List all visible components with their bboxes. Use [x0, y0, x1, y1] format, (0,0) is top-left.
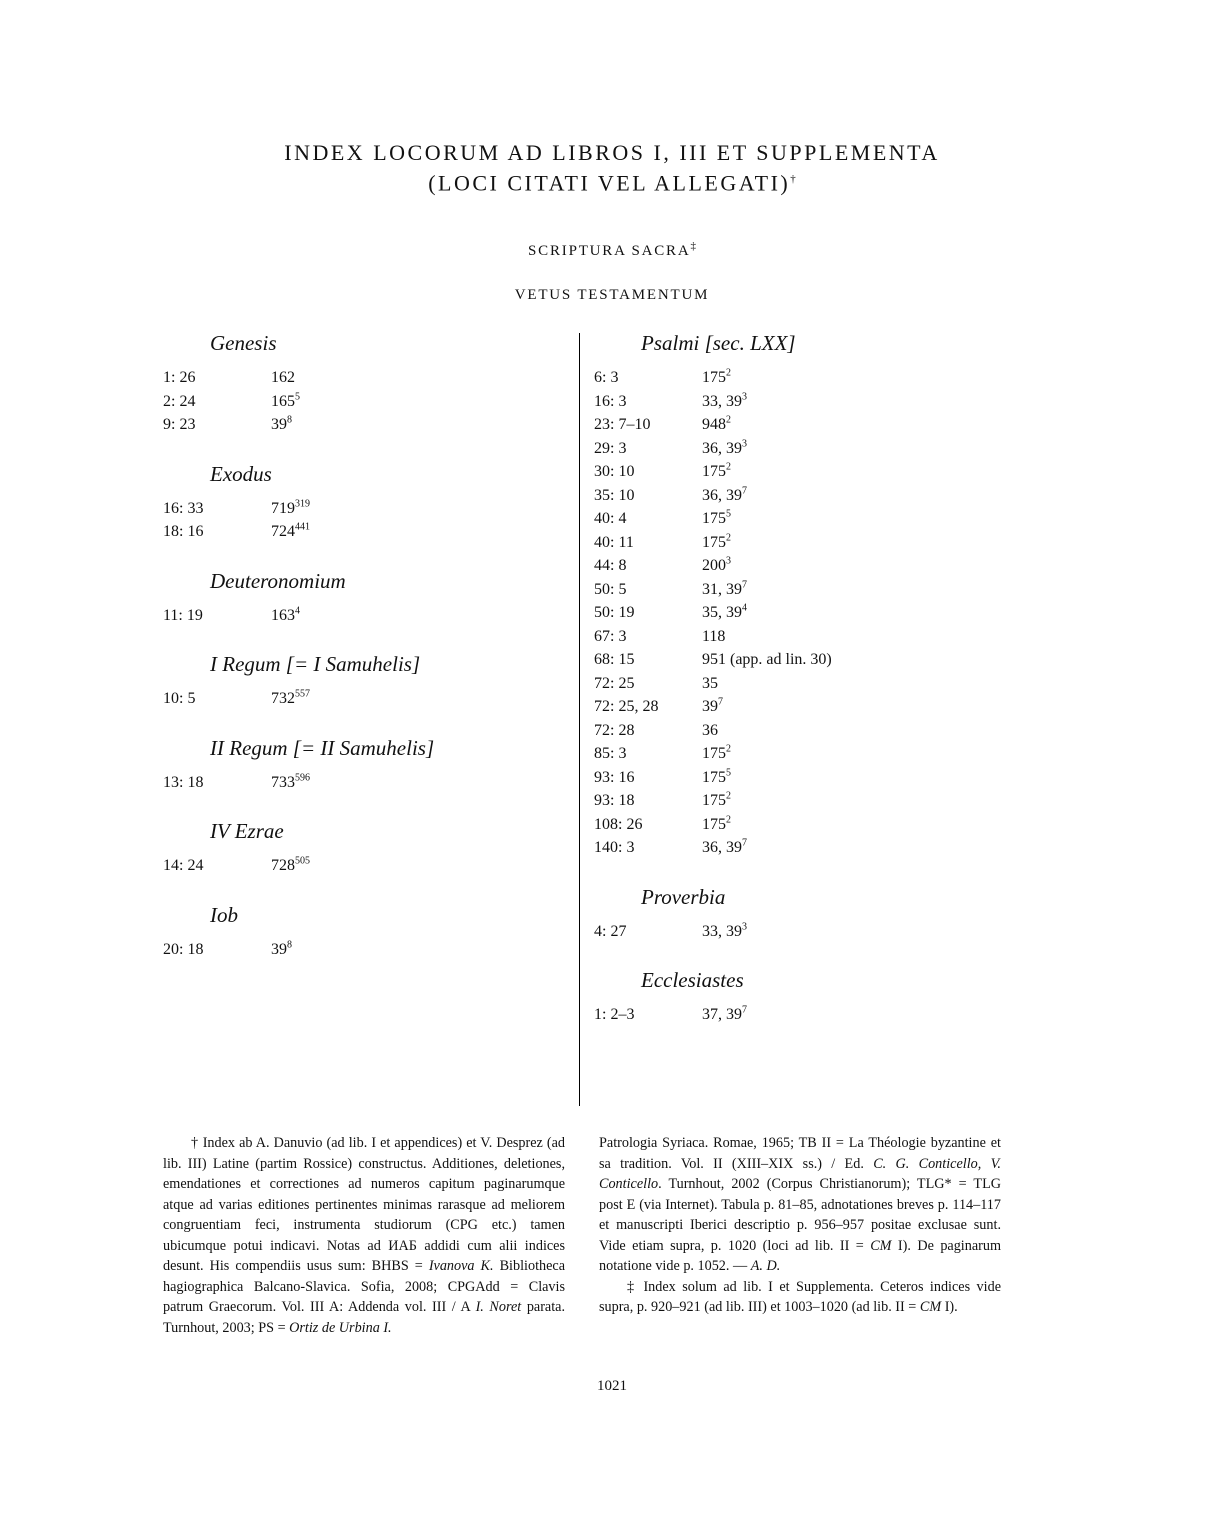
- entry-pages: [702, 719, 718, 743]
- entry-locus: 44: 8: [594, 557, 627, 574]
- book-section: [163, 649, 563, 711]
- entry-pages: [702, 742, 731, 766]
- entry-page-numbers: 33, 39: [702, 922, 742, 940]
- entry-pages: [271, 604, 300, 628]
- entry-note-number: 2: [726, 814, 731, 826]
- entry-page-numbers: 175: [702, 792, 726, 809]
- book-title: Ecclesiastes: [641, 968, 744, 992]
- entry-page-numbers: 35, 39: [702, 604, 742, 621]
- entry-page-numbers: 728: [271, 857, 295, 874]
- entry-locus: 72: 25: [594, 674, 635, 692]
- entry-locus: 4: 27: [594, 922, 627, 940]
- footnote-double-dagger: ‡ Index solum ad lib. I et Supplementa. Ceteros indices vide supra, p. 920–921 (ad lib. III) et 1003–1020 (ad lib. II = CM I).: [599, 1278, 1001, 1315]
- entry-pages: [271, 497, 310, 521]
- entry-note-number: 7: [742, 579, 747, 591]
- book-title: II Regum [= II Samuhelis]: [210, 735, 435, 760]
- index-entry: [163, 413, 563, 437]
- entry-pages: [702, 625, 725, 649]
- entry-pages: [702, 484, 747, 508]
- entry-locus: 13: 18: [163, 773, 204, 791]
- index-entry: [594, 719, 1014, 743]
- entry-locus: 50: 19: [594, 604, 635, 621]
- entry-pages: [702, 766, 731, 790]
- entry-note-number: 4: [742, 602, 747, 614]
- entry-note-number: 3: [742, 438, 747, 450]
- entry-page-numbers: 37, 39: [702, 1006, 742, 1023]
- entry-locus: 10: 5: [163, 690, 196, 707]
- entry-page-numbers: 948: [702, 416, 726, 433]
- dagger-footnote-mark: †: [790, 173, 796, 185]
- entry-locus: 50: 5: [594, 580, 627, 598]
- book-section: [163, 566, 563, 628]
- title-line-2: (LOCI CITATI VEL ALLEGATI)†: [428, 170, 796, 196]
- entry-locus: 11: 19: [163, 606, 203, 624]
- footnote-dagger: † Index ab A. Danuvio (ad lib. I et appendices) et V. Desprez (ad lib. III) Latine (partim Rossice) constructus. Additiones, deletiones, emendationes et correctiones ad numeros capitum paginarumque atque ad varias editiones pertinentes minimas rarasque ad meliorem congruentiam feci, instrumenta studiorum (CPG etc.) tamen ubicumque potui indicavi. Notas ad ИАБ addidi cum alii indices desunt. His compendiis usus sum: BHBS = Ivanova K. Bibliotheca hagiographica Balcano-Slavica. Sofia, 2008; CPGAdd = Clavis patrum Graecorum. Vol. III A: Addenda vol. III / A I. Noret parata. Turnhout, 2003; PS = Ortiz de Urbina I.: [163, 1135, 566, 1336]
- book-title: Psalmi [sec. LXX]: [641, 331, 796, 355]
- entry-locus: 9: 23: [163, 416, 196, 433]
- column-divider: [579, 333, 580, 1106]
- entry-locus: 67: 3: [594, 627, 627, 645]
- entry-note-number: 557: [295, 688, 310, 700]
- entry-pages: [271, 854, 310, 878]
- entry-locus: 93: 16: [594, 768, 635, 786]
- entry-locus: 140: 3: [594, 839, 635, 856]
- entry-note-number: 7: [742, 1004, 747, 1016]
- entry-locus: 14: 24: [163, 857, 204, 874]
- index-entry: [594, 766, 1014, 790]
- entry-locus: 23: 7–10: [594, 416, 651, 433]
- entry-pages: [271, 771, 310, 795]
- entry-note-number: 319: [295, 498, 310, 510]
- entry-locus: 85: 3: [594, 745, 627, 762]
- entry-page-numbers: 39: [271, 940, 287, 958]
- entry-page-numbers: 35: [702, 674, 718, 692]
- entry-note-number: 5: [726, 767, 731, 779]
- entry-pages: [702, 813, 731, 837]
- entry-locus: 2: 24: [163, 392, 196, 410]
- book-title: I Regum [= I Samuhelis]: [210, 652, 421, 676]
- page-number: 1021: [597, 1378, 627, 1394]
- entry-page-numbers: 175: [702, 768, 726, 786]
- entry-pages: [271, 413, 292, 437]
- index-entry: [594, 601, 1014, 625]
- index-entry: [594, 625, 1014, 649]
- entry-locus: 108: 26: [594, 815, 643, 833]
- index-entry: [163, 771, 563, 795]
- entry-page-numbers: 951 (app. ad lin. 30): [702, 651, 832, 668]
- index-entry: [163, 520, 563, 544]
- book-section: [594, 882, 1014, 944]
- index-entry: [594, 920, 1014, 944]
- entry-note-number: 3: [742, 391, 747, 403]
- entry-pages: [271, 390, 300, 414]
- entry-locus: 72: 28: [594, 721, 635, 739]
- entry-locus: 16: 3: [594, 392, 627, 410]
- index-entry: [594, 578, 1014, 602]
- entry-locus: 6: 3: [594, 369, 619, 386]
- entry-pages: [271, 520, 310, 544]
- entry-note-number: 8: [287, 414, 292, 426]
- entry-note-number: 2: [726, 532, 731, 544]
- book-section: [163, 900, 563, 962]
- index-entry: [594, 554, 1014, 578]
- entry-pages: [702, 578, 747, 602]
- index-entry: [594, 695, 1014, 719]
- entry-pages: [702, 648, 832, 672]
- index-entry: [594, 1003, 1014, 1027]
- entry-pages: [702, 672, 718, 696]
- entry-note-number: 4: [295, 605, 300, 617]
- title-line-1: INDEX LOCORUM AD LIBROS I, III ET SUPPLEMENTA: [284, 140, 940, 165]
- entry-page-numbers: 732: [271, 690, 295, 707]
- entry-page-numbers: 162: [271, 369, 295, 386]
- entry-locus: 1: 2–3: [594, 1006, 635, 1023]
- entry-note-number: 596: [295, 772, 310, 784]
- entry-pages: [702, 507, 731, 531]
- index-entry: [594, 813, 1014, 837]
- book-section: [163, 459, 563, 544]
- entry-locus: 40: 4: [594, 510, 627, 527]
- footnote-column-right: [599, 1133, 1001, 1338]
- entry-pages: [702, 390, 747, 414]
- entry-locus: 1: 26: [163, 369, 196, 386]
- entry-page-numbers: 33, 39: [702, 392, 742, 410]
- entry-page-numbers: 165: [271, 392, 295, 410]
- entry-pages: [702, 554, 731, 578]
- entry-page-numbers: 163: [271, 606, 295, 624]
- index-entry: [594, 413, 1014, 437]
- entry-page-numbers: 200: [702, 557, 726, 574]
- entry-pages: [702, 437, 747, 461]
- entry-page-numbers: 175: [702, 463, 726, 480]
- index-entry: [594, 390, 1014, 414]
- entry-pages: [271, 366, 295, 390]
- index-entry: [163, 938, 563, 962]
- double-dagger-footnote-mark: ‡: [690, 240, 696, 252]
- index-entry: [594, 437, 1014, 461]
- entry-note-number: 7: [718, 696, 723, 708]
- index-entry: [594, 672, 1014, 696]
- page-title: [0, 140, 1224, 196]
- book-title: Genesis: [210, 331, 277, 355]
- footnotes: [163, 1133, 1001, 1338]
- index-entry: [163, 604, 563, 628]
- index-entry: [163, 390, 563, 414]
- entry-page-numbers: 175: [702, 533, 726, 551]
- subsection-heading: VETUS TESTAMENTUM: [514, 287, 710, 303]
- entry-note-number: 2: [726, 414, 731, 426]
- entry-page-numbers: 724: [271, 523, 295, 540]
- entry-locus: 20: 18: [163, 940, 204, 958]
- entry-locus: 30: 10: [594, 463, 635, 480]
- book-title: Proverbia: [641, 884, 726, 909]
- entry-note-number: 3: [726, 555, 731, 567]
- book-title: Deuteronomium: [210, 568, 346, 593]
- entry-pages: [702, 366, 731, 390]
- entry-locus: 72: 25, 28: [594, 698, 659, 715]
- entry-locus: 18: 16: [163, 523, 204, 540]
- index-entry: [594, 836, 1014, 860]
- entry-page-numbers: 39: [702, 698, 718, 715]
- book-title: IV Ezrae: [210, 819, 284, 843]
- book-section: [163, 328, 563, 437]
- entry-pages: [702, 920, 747, 944]
- footnote-dagger-continued: Patrologia Syriaca. Romae, 1965; TB II = La Théologie byzantine et sa tradition. Vol. II (XIII–XIX ss.) / Ed. C. G. Conticello, V. Conticello. Turnhout, 2002 (Corpus Christianorum); TLG* = TLG post E (via Internet). Tabula p. 81–85, adnotationes breves p. 114–117 et manuscripti Iberici descriptio p. 956–957 positae exclusae sunt. Vide etiam supra, p. 1020 (loci ad lib. II = CM I). De paginarum notatione vide p. 1052. — A. D.: [599, 1135, 1001, 1274]
- entry-pages: [271, 938, 292, 962]
- entry-locus: 40: 11: [594, 533, 634, 551]
- left-column: [163, 328, 563, 983]
- entry-page-numbers: 36, 39: [702, 439, 742, 457]
- entry-pages: [702, 836, 747, 860]
- right-column: [594, 328, 1014, 1049]
- index-entry: [163, 366, 563, 390]
- entry-note-number: 3: [742, 921, 747, 933]
- entry-locus: 29: 3: [594, 439, 627, 457]
- entry-page-numbers: 719: [271, 499, 295, 517]
- index-entry: [594, 531, 1014, 555]
- entry-pages: [702, 1003, 747, 1027]
- book-section: [163, 816, 563, 878]
- entry-note-number: 2: [726, 461, 731, 473]
- index-entry: [163, 687, 563, 711]
- entry-page-numbers: 175: [702, 815, 726, 833]
- index-entry: [594, 789, 1014, 813]
- entry-pages: [702, 695, 723, 719]
- entry-page-numbers: 175: [702, 745, 726, 762]
- entry-note-number: 2: [726, 743, 731, 755]
- entry-pages: [702, 413, 731, 437]
- book-section: [594, 328, 1014, 860]
- book-section: [163, 733, 563, 795]
- entry-page-numbers: 36: [702, 721, 718, 739]
- entry-page-numbers: 36, 39: [702, 839, 742, 856]
- index-entry: [594, 366, 1014, 390]
- entry-note-number: 5: [295, 391, 300, 403]
- index-entry: [163, 854, 563, 878]
- entry-note-number: 2: [726, 790, 731, 802]
- entry-note-number: 2: [726, 367, 731, 379]
- index-entry: [594, 648, 1014, 672]
- entry-locus: 16: 33: [163, 499, 204, 517]
- book-title: Iob: [210, 902, 238, 927]
- entry-page-numbers: 118: [702, 627, 726, 645]
- entry-note-number: 7: [742, 485, 747, 497]
- entry-pages: [702, 531, 731, 555]
- entry-page-numbers: 733: [271, 773, 295, 791]
- index-entry: [594, 507, 1014, 531]
- entry-note-number: 441: [295, 521, 310, 533]
- entry-locus: 68: 15: [594, 651, 635, 668]
- entry-page-numbers: 175: [702, 510, 726, 527]
- entry-page-numbers: 31, 39: [702, 580, 742, 598]
- section-heading: SCRIPTURA SACRA‡: [528, 240, 696, 259]
- entry-locus: 35: 10: [594, 486, 635, 504]
- footnote-column-left: [163, 1133, 565, 1338]
- book-title: Exodus: [210, 461, 272, 486]
- entry-page-numbers: 39: [271, 416, 287, 433]
- entry-note-number: 8: [287, 939, 292, 951]
- entry-note-number: 505: [295, 855, 310, 867]
- entry-pages: [702, 789, 731, 813]
- entry-note-number: 7: [742, 837, 747, 849]
- index-entry: [594, 484, 1014, 508]
- entry-pages: [702, 601, 747, 625]
- book-section: [594, 965, 1014, 1027]
- index-entry: [163, 497, 563, 521]
- index-entry: [594, 460, 1014, 484]
- entry-locus: 93: 18: [594, 792, 635, 809]
- entry-pages: [702, 460, 731, 484]
- entry-page-numbers: 175: [702, 369, 726, 386]
- entry-note-number: 5: [726, 508, 731, 520]
- entry-page-numbers: 36, 39: [702, 486, 742, 504]
- entry-pages: [271, 687, 310, 711]
- index-entry: [594, 742, 1014, 766]
